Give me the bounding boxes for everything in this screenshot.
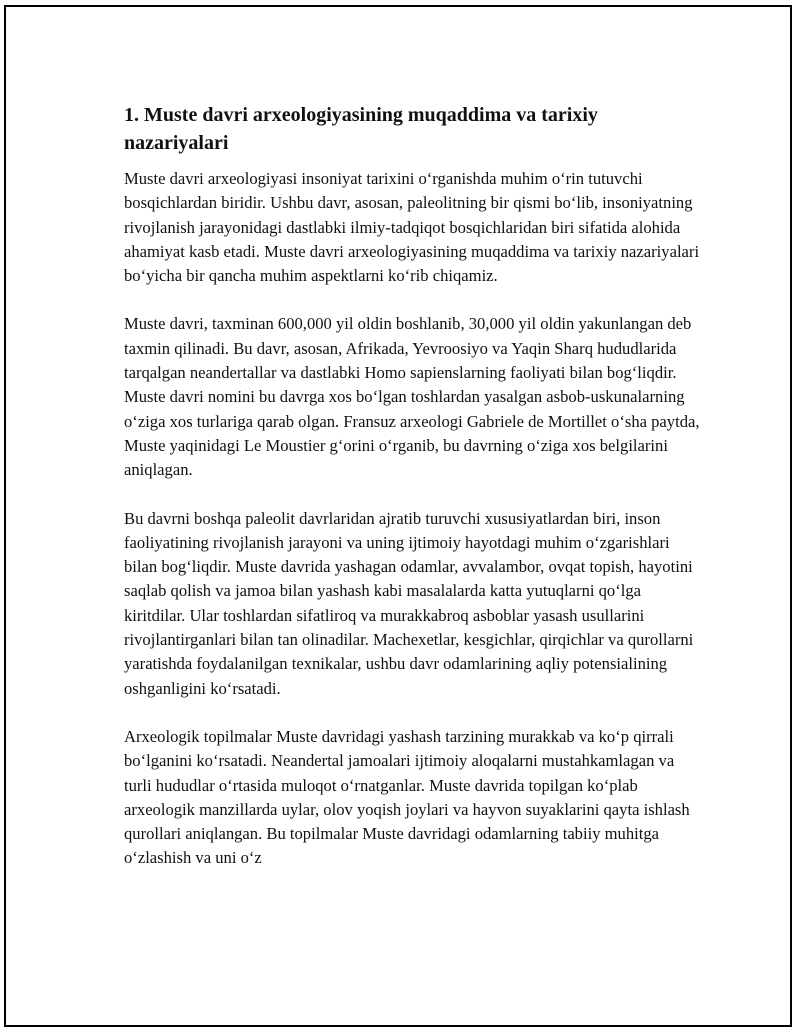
paragraph: Muste davri, taxminan 600,000 yil oldin boshlanib, 30,000 yil oldin yakunlangan deb taxmin qilinadi. Bu davr, asosan, Afrikada, Yevroosiyo va Yaqin Sharq hududlarida tarqalgan neandertallar va dastlabki Homo sapienslarning faoliyati bilan bog‘liqdir. Muste davri nomini bu davrga xos bo‘lgan toshlardan yasalgan asbob-uskunalarning o‘ziga xos turlariga qarab olgan. Fransuz arxeologi Gabriele de Mortillet o‘sha paytda, Muste yaqinidagi Le Moustier g‘orini o‘rganib, bu davrning o‘ziga xos belgilarini aniqlagan. — [124, 314, 700, 480]
page-frame — [4, 5, 792, 1027]
document-body — [124, 97, 704, 895]
paragraph: Bu davrni boshqa paleolit davrlaridan ajratib turuvchi xususiyatlardan biri, inson faoliyatining rivojlanish jarayoni va uning ijtimoiy hayotdagi muhim o‘zgarishlari bilan bog‘liqdir. Muste davrida yashagan odamlar, avvalambor, ovqat topish, hayotini saqlab qolish va jamoa bilan yashash kabi masalalarda katta yutuqlarni qo‘lga kiritdilar. Ular toshlardan sifatliroq va murakkabroq asboblar yasash usullarini rivojlantirganlari bilan tan olinadilar. Machexetlar, kesgichlar, qirqichlar va qurollarni yaratishda foydalanilgan texnikalar, ushbu davr odamlarining aqliy potensialining oshganligini ko‘rsatadi. — [124, 508, 694, 698]
paragraph: Muste davri arxeologiyasi insoniyat tarixini o‘rganishda muhim o‘rin tutuvchi bosqichlardan biridir. Ushbu davr, asosan, paleolitning bir qismi bo‘lib, insoniyatning rivojlanish jarayonidagi dastlabki ilmiy-tadqiqot bosqichlaridan biri sifatida alohida ahamiyat kasb etadi. Muste davri arxeologiyasining muqaddima va tarixiy nazariyalari bo‘yicha bir qancha muhim aspektlarni ko‘rib chiqamiz. — [124, 169, 700, 286]
paragraph: Arxeologik topilmalar Muste davridagi yashash tarzining murakkab va ko‘p qirrali bo‘lganini ko‘rsatadi. Neandertal jamoalari ijtimoiy aloqalarni mustahkamlagan va turli hududlar o‘rtasida muloqot o‘rnatganlar. Muste davrida topilgan ko‘plab arxeologik manzillarda uylar, olov yoqish joylari va hayvon suyaklarini qayta ishlash qurollari aniqlangan. Bu topilmalar Muste davridagi odamlarning tabiiy muhitga o‘zlashish va uni o‘z — [124, 726, 690, 868]
section-title: 1. Muste davri arxeologiyasining muqaddima va tarixiy nazariyalari — [124, 104, 598, 154]
